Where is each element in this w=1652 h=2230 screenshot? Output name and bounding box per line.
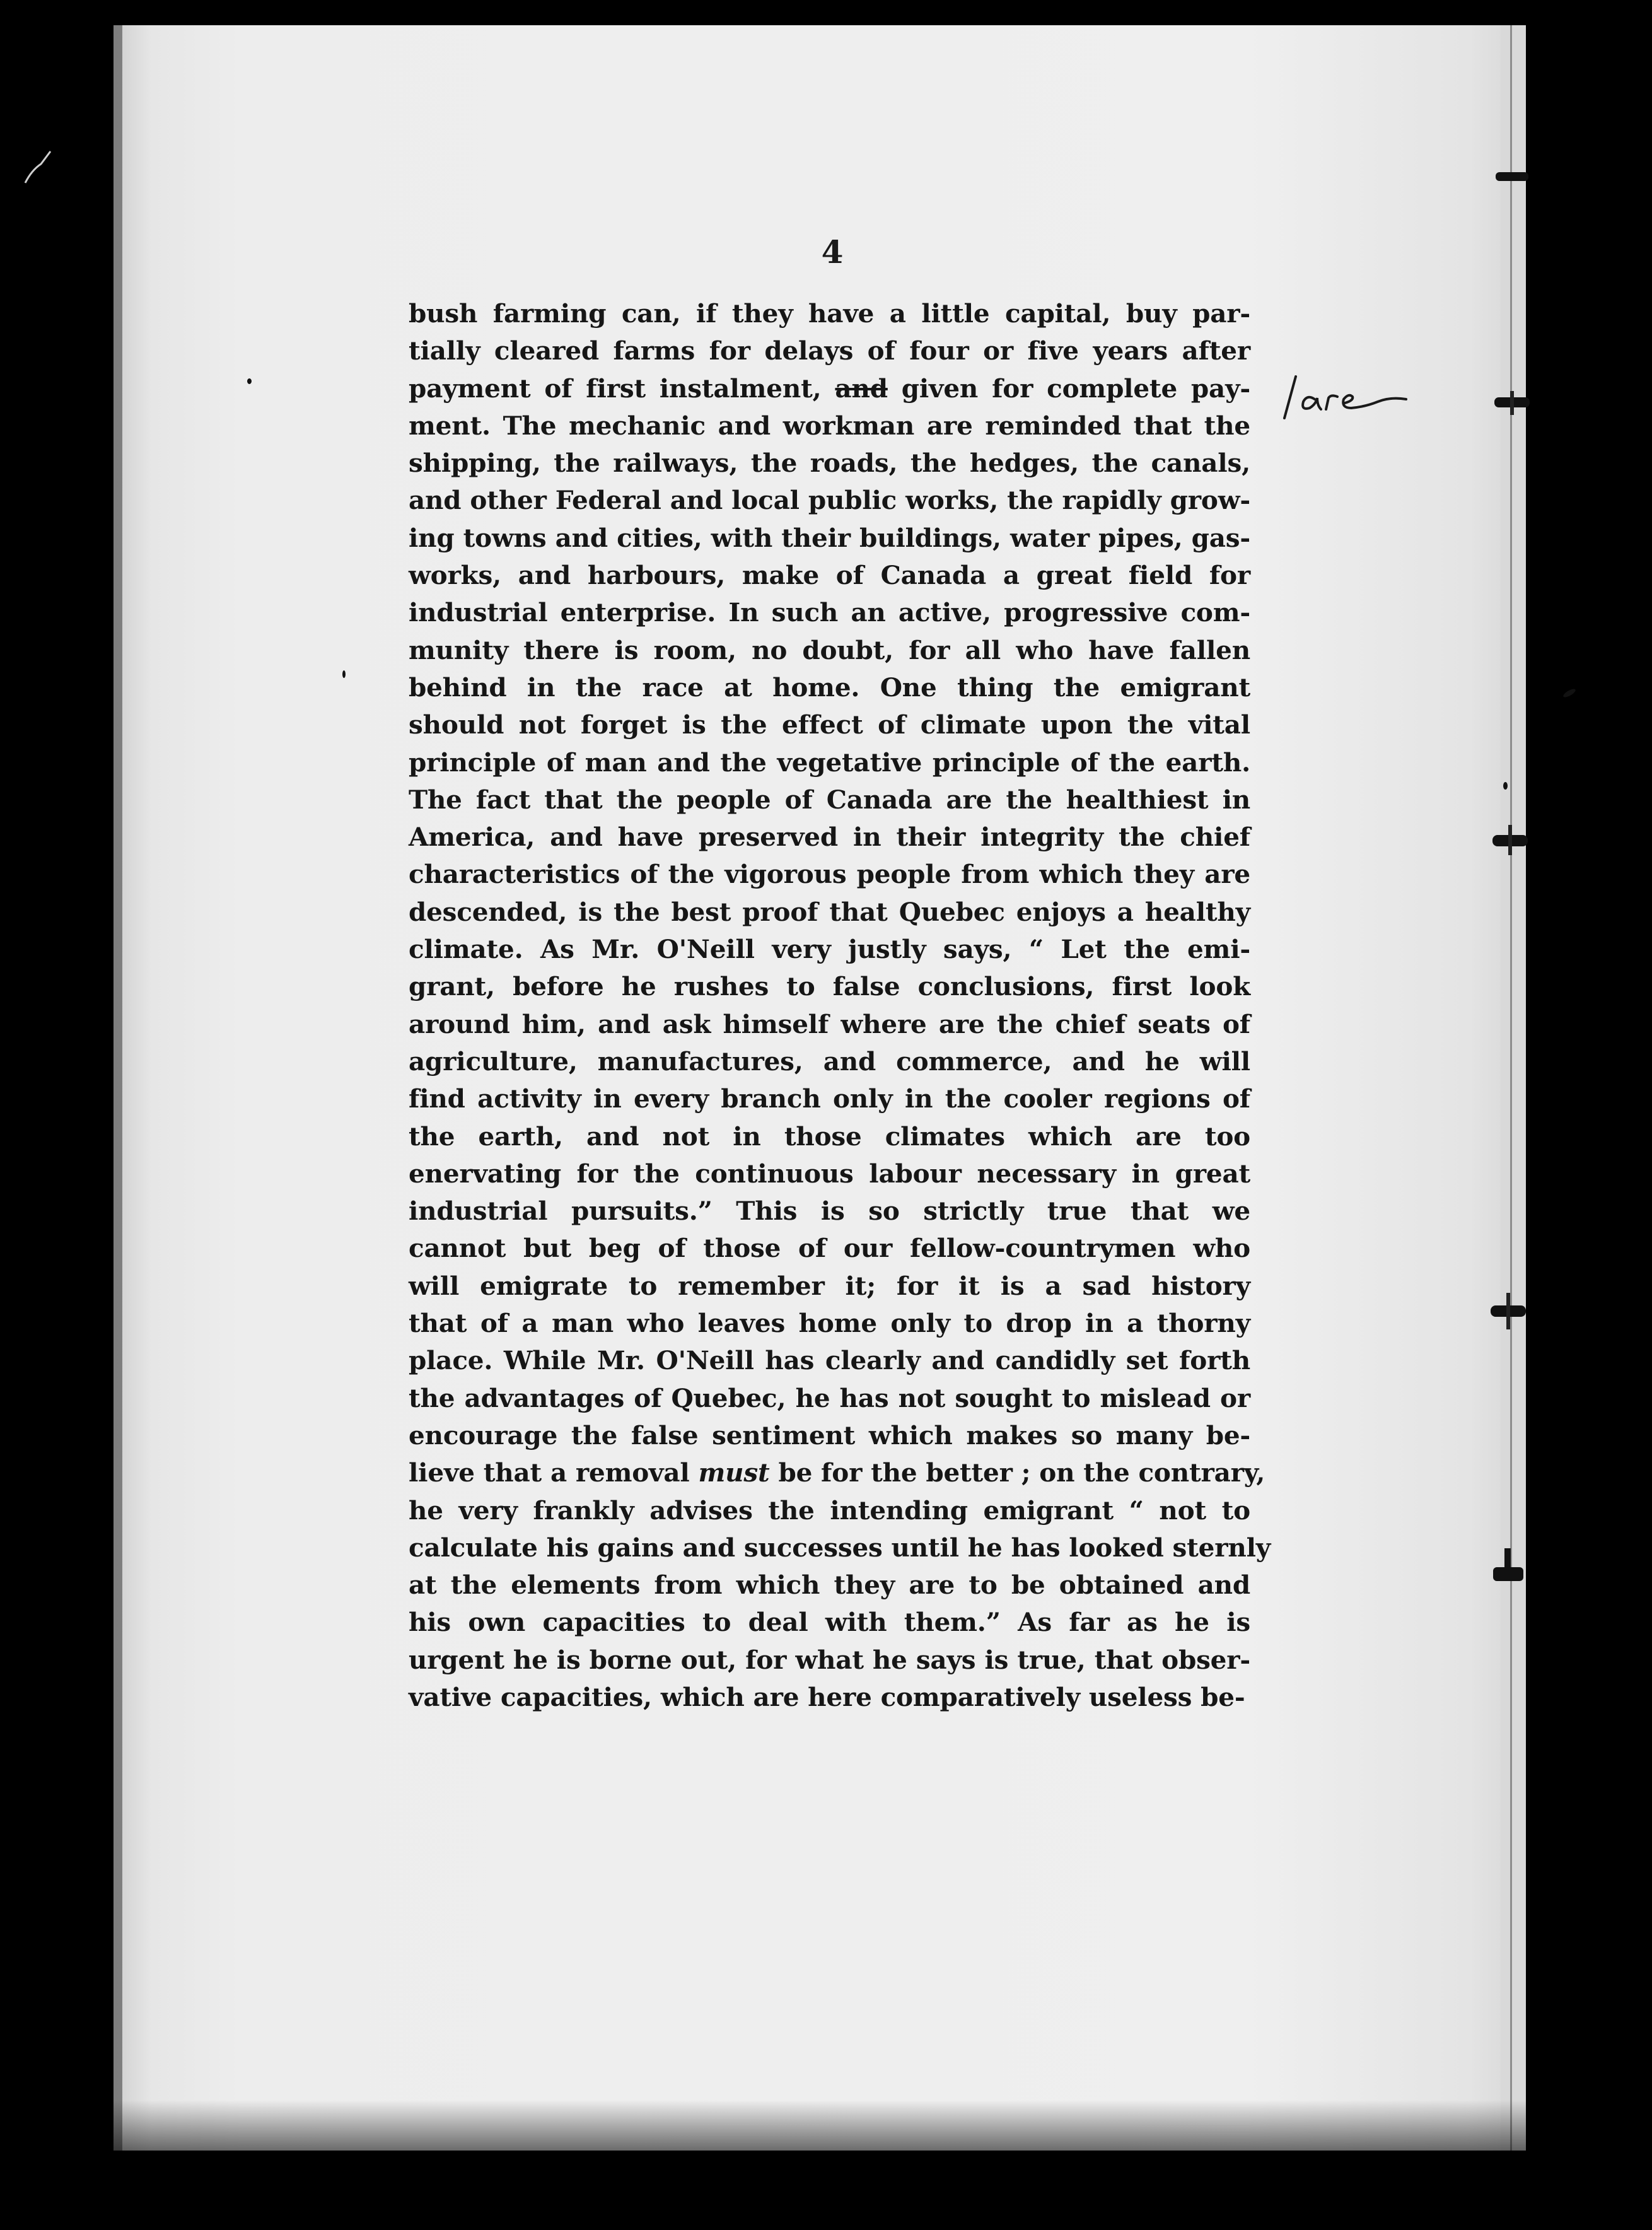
bottom-edge-shadow <box>113 2100 1526 2151</box>
text-line-32 <box>409 1454 1265 1492</box>
text-line-13: principle of man and the vegetative principle of the earth. <box>409 747 1250 778</box>
body-text <box>409 295 1271 1716</box>
text-line-19: grant, before he rushes to false conclusions, first look <box>409 971 1250 1002</box>
text-line-36: his own capacities to deal with them.” As far as he is <box>409 1607 1250 1638</box>
text-line-11: behind in the race at home. One thing the emigrant <box>409 672 1250 703</box>
text-line-3 <box>409 370 1250 407</box>
text-line-29: place. While Mr. O'Neill has clearly and candidly set forth <box>409 1345 1250 1376</box>
text-line-10: munity there is room, no doubt, for all who have fallen <box>409 634 1250 665</box>
binding-clip-mark <box>1489 1293 1527 1331</box>
text-line-3-post: given for complete pay- <box>901 373 1251 404</box>
text-line-20: around him, and ask himself where are the chief seats of <box>409 1008 1250 1039</box>
text-line-17: descended, is the best proof that Quebec enjoys a healthy <box>409 896 1250 927</box>
binding-clip-mark <box>1491 825 1529 856</box>
text-line-9: industrial enterprise. In such an active, progressive com- <box>409 597 1250 628</box>
margin-speck <box>1503 782 1508 790</box>
paper-right-strip <box>1501 25 1526 2151</box>
text-line-8: works, and harbours, make of Canada a great field for <box>409 560 1250 591</box>
text-line-2: tially cleared farms for delays of four or five years after <box>409 336 1250 366</box>
text-line-1: bush farming can, if they have a little capital, buy par- <box>409 298 1250 329</box>
text-line-33: he very frankly advises the intending emigrant “ not to <box>409 1495 1250 1526</box>
text-line-32-tail: be for the better ; on the contrary, <box>778 1457 1265 1488</box>
text-line-6: and other Federal and local public works, the rapidly grow- <box>409 485 1250 516</box>
page-number: 4 <box>821 233 844 271</box>
text-line-15: America, and have preserved in their integrity the chief <box>409 822 1250 853</box>
text-line-32-head: lieve that a removal <box>409 1457 690 1488</box>
text-line-7: ing towns and cities, with their buildings, water pipes, gas- <box>409 522 1250 553</box>
text-line-24: enervating for the continuous labour necessary in great <box>409 1158 1250 1189</box>
text-line-12: should not forget is the effect of climate upon the vital <box>409 709 1250 740</box>
margin-speck <box>247 378 252 384</box>
text-line-31: encourage the false sentiment which makes so many be- <box>409 1420 1250 1451</box>
text-line-28: that of a man who leaves home only to drop in a thorny <box>409 1308 1250 1339</box>
text-line-26: cannot but beg of those of our fellow-countrymen who <box>409 1233 1250 1264</box>
text-line-30: the advantages of Quebec, he has not sought to mislead or <box>409 1382 1250 1413</box>
text-line-16: characteristics of the vigorous people from which they are <box>409 859 1250 890</box>
text-line-34: calculate his gains and successes until he has looked sternly <box>409 1532 1271 1563</box>
text-line-3-pre: payment of first instalment, <box>409 373 822 404</box>
binding-fold-line <box>1510 25 1512 2151</box>
text-line-14: The fact that the people of Canada are the healthiest in <box>409 784 1250 815</box>
text-line-25: industrial pursuits.” This is so strictly true that we <box>409 1196 1250 1227</box>
binding-clip-mark <box>1489 1548 1527 1599</box>
margin-speck <box>342 670 346 678</box>
binding-clip-mark <box>1493 391 1531 416</box>
text-line-22: find activity in every branch only in the cooler regions of <box>409 1083 1250 1114</box>
italic-word: must <box>698 1457 770 1488</box>
text-line-37: urgent he is borne out, for what he says is true, that obser- <box>409 1644 1250 1675</box>
corner-scribble-mark <box>19 145 57 196</box>
binding-clip-mark <box>1493 167 1531 186</box>
text-line-35: at the elements from which they are to be obtained and <box>409 1570 1250 1601</box>
left-edge-shadow <box>113 25 122 2151</box>
text-line-21: agriculture, manufactures, and commerce, and he will <box>409 1046 1250 1077</box>
handwritten-correction-note <box>1271 369 1416 426</box>
text-line-23: the earth, and not in those climates which are too <box>409 1121 1250 1152</box>
text-line-5: shipping, the railways, the roads, the hedges, the canals, <box>409 448 1250 479</box>
text-line-27: will emigrate to remember it; for it is a sad history <box>409 1270 1250 1301</box>
struck-word: and <box>835 373 888 404</box>
text-line-38: vative capacities, which are here comparatively useless be- <box>409 1681 1245 1712</box>
text-line-4: ment. The mechanic and workman are reminded that the <box>409 410 1250 441</box>
text-line-18: climate. As Mr. O'Neill very justly says, “ Let the emi- <box>409 934 1250 965</box>
